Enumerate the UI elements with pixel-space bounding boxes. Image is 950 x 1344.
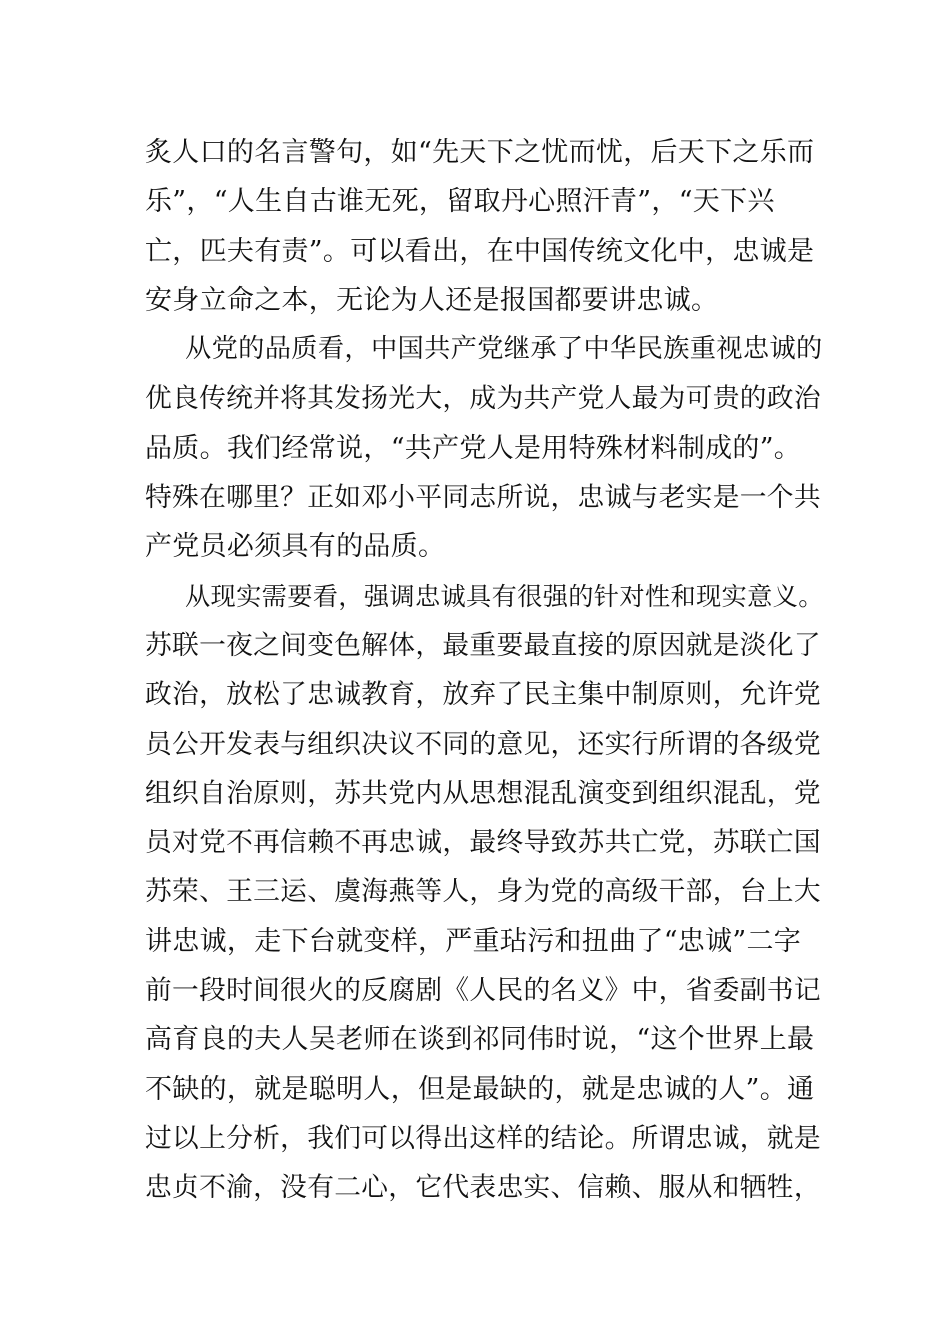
text-line: 过以上分析，我们可以得出这样的结论。所谓忠诚，就是: [145, 1122, 821, 1154]
text-line: 员公开发表与组织决议不同的意见，还实行所谓的各级党: [145, 728, 821, 760]
body-text: [145, 128, 825, 1213]
text-line: 高育良的夫人吴老师在谈到祁同伟时说，“这个世界上最: [145, 1024, 815, 1056]
text-line: 亡，匹夫有责”。可以看出，在中国传统文化中，忠诚是: [145, 235, 815, 267]
text-line: 苏荣、王三运、虞海燕等人，身为党的高级干部，台上大: [145, 876, 821, 908]
text-line: 安身立命之本，无论为人还是报国都要讲忠诚。: [145, 284, 719, 316]
text-line: 员对党不再信赖不再忠诚，最终导致苏共亡党，苏联亡国: [145, 827, 821, 859]
text-line: 政治，放松了忠诚教育，放弃了民主集中制原则，允许党: [145, 679, 821, 711]
paragraph-first-line: 从现实需要看，强调忠诚具有很强的针对性和现实意义。: [185, 581, 824, 611]
text-line: 前一段时间很火的反腐剧《人民的名义》中，省委副书记: [145, 975, 821, 1007]
text-line: 苏联一夜之间变色解体，最重要最直接的原因就是淡化了: [145, 629, 821, 661]
text-line: 组织自治原则，苏共党内从思想混乱演变到组织混乱，党: [145, 777, 821, 809]
text-line: 乐”，“人生自古谁无死，留取丹心照汗青”，“天下兴: [145, 186, 775, 218]
text-line: 品质。我们经常说，“共产党人是用特殊材料制成的”。: [145, 432, 802, 464]
text-line: 炙人口的名言警句，如“先天下之忧而忧，后天下之乐而: [145, 137, 815, 168]
text-line: 讲忠诚，走下台就变样，严重玷污和扭曲了“忠诚”二字: [145, 925, 802, 957]
paragraph-first-line: 从党的品质看，中国共产党继承了中华民族重视忠诚的: [185, 334, 823, 365]
text-line: 优良传统并将其发扬光大，成为共产党人最为可贵的政治: [145, 383, 821, 415]
text-line: 不缺的，就是聪明人，但是最缺的，就是忠诚的人”。通: [145, 1073, 815, 1105]
text-line: 产党员必须具有的品质。: [145, 531, 446, 563]
text-line: 特殊在哪里？正如邓小平同志所说，忠诚与老实是一个共: [145, 482, 821, 514]
text-line: 忠贞不渝，没有二心，它代表忠实、信赖、服从和牺牲，: [145, 1172, 821, 1204]
